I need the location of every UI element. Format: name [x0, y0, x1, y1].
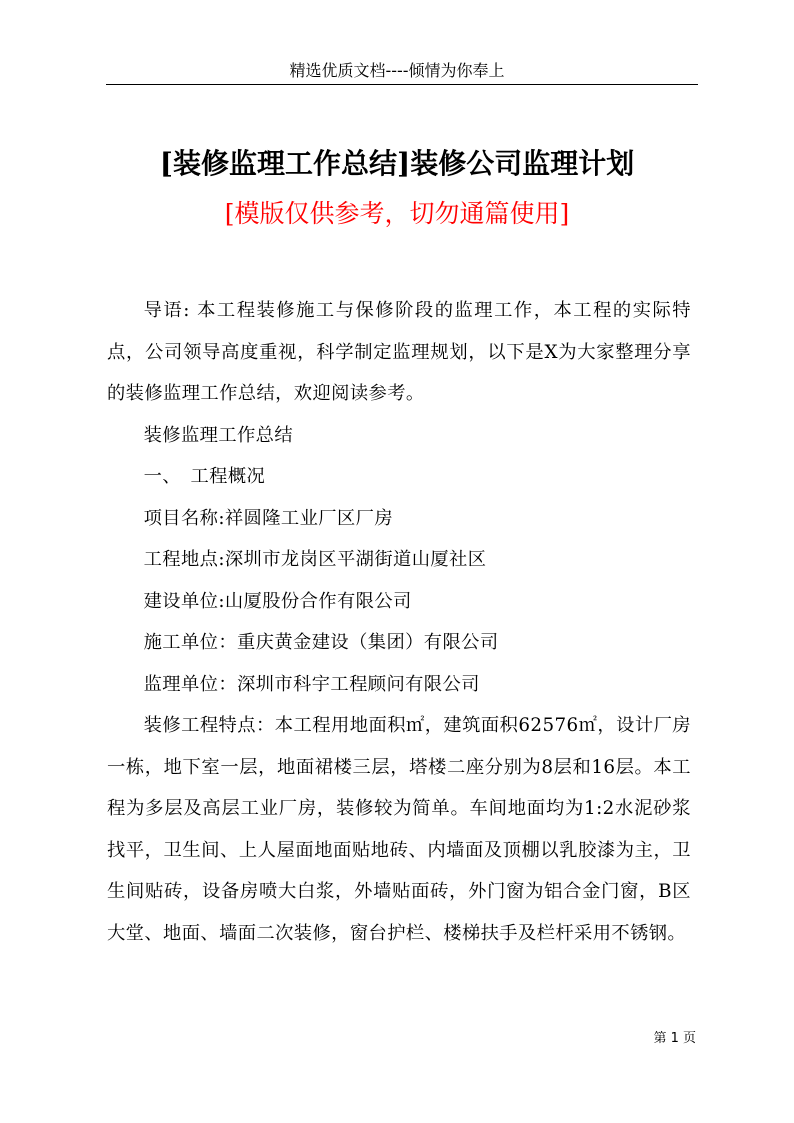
subsection-heading: 一、 工程概况: [143, 466, 266, 487]
project-location-line: 工程地点:深圳市龙岗区平湖街道山厦社区: [143, 549, 487, 570]
header-divider: [106, 84, 698, 85]
document-subtitle: [模版仅供参考，切勿通篇使用]: [224, 199, 570, 228]
section-heading: 装修监理工作总结: [143, 424, 294, 446]
construction-unit-line: 施工单位：重庆黄金建设（集团）有限公司: [143, 632, 499, 653]
page-number: 第 1 页: [653, 1031, 696, 1046]
document-title: [装修监理工作总结]装修公司监理计划: [159, 147, 635, 180]
intro-paragraph: 导语: 本工程装修施工与保修阶段的监理工作，本工程的实际特点，公司领导高度重视，科学制定监理规划，以下是X为大家整理分享的装修监理工作总结，欢迎阅读参考。: [107, 300, 691, 404]
owner-unit-line: 建设单位:山厦股份合作有限公司: [143, 590, 412, 612]
project-name-line: 项目名称:祥圆隆工业厂区厂房: [143, 507, 394, 529]
project-features-paragraph: 装修工程特点：本工程用地面积㎡，建筑面积62576㎡，设计厂房一栋，地下室一层，地面裙楼三层，塔楼二座分别为8层和16层。本工程为多层及高层工业厂房，装修较为简单。车间地面均为1:2水泥砂浆找平，卫生间、上人屋面地面贴地砖、内墙面及顶棚以乳胶漆为主，卫生间贴砖，设备房喷大白浆，外墙贴面砖，外门窗为铝合金门窗，B区大堂、地面、墙面二次装修，窗台护栏、楼梯扶手及栏杆采用不锈钢。: [107, 715, 691, 944]
supervision-unit-line: 监理单位：深圳市科宇工程顾问有限公司: [143, 673, 480, 695]
page-header: 精选优质文档----倾情为你奉上: [289, 61, 505, 80]
document-body: [107, 290, 691, 954]
